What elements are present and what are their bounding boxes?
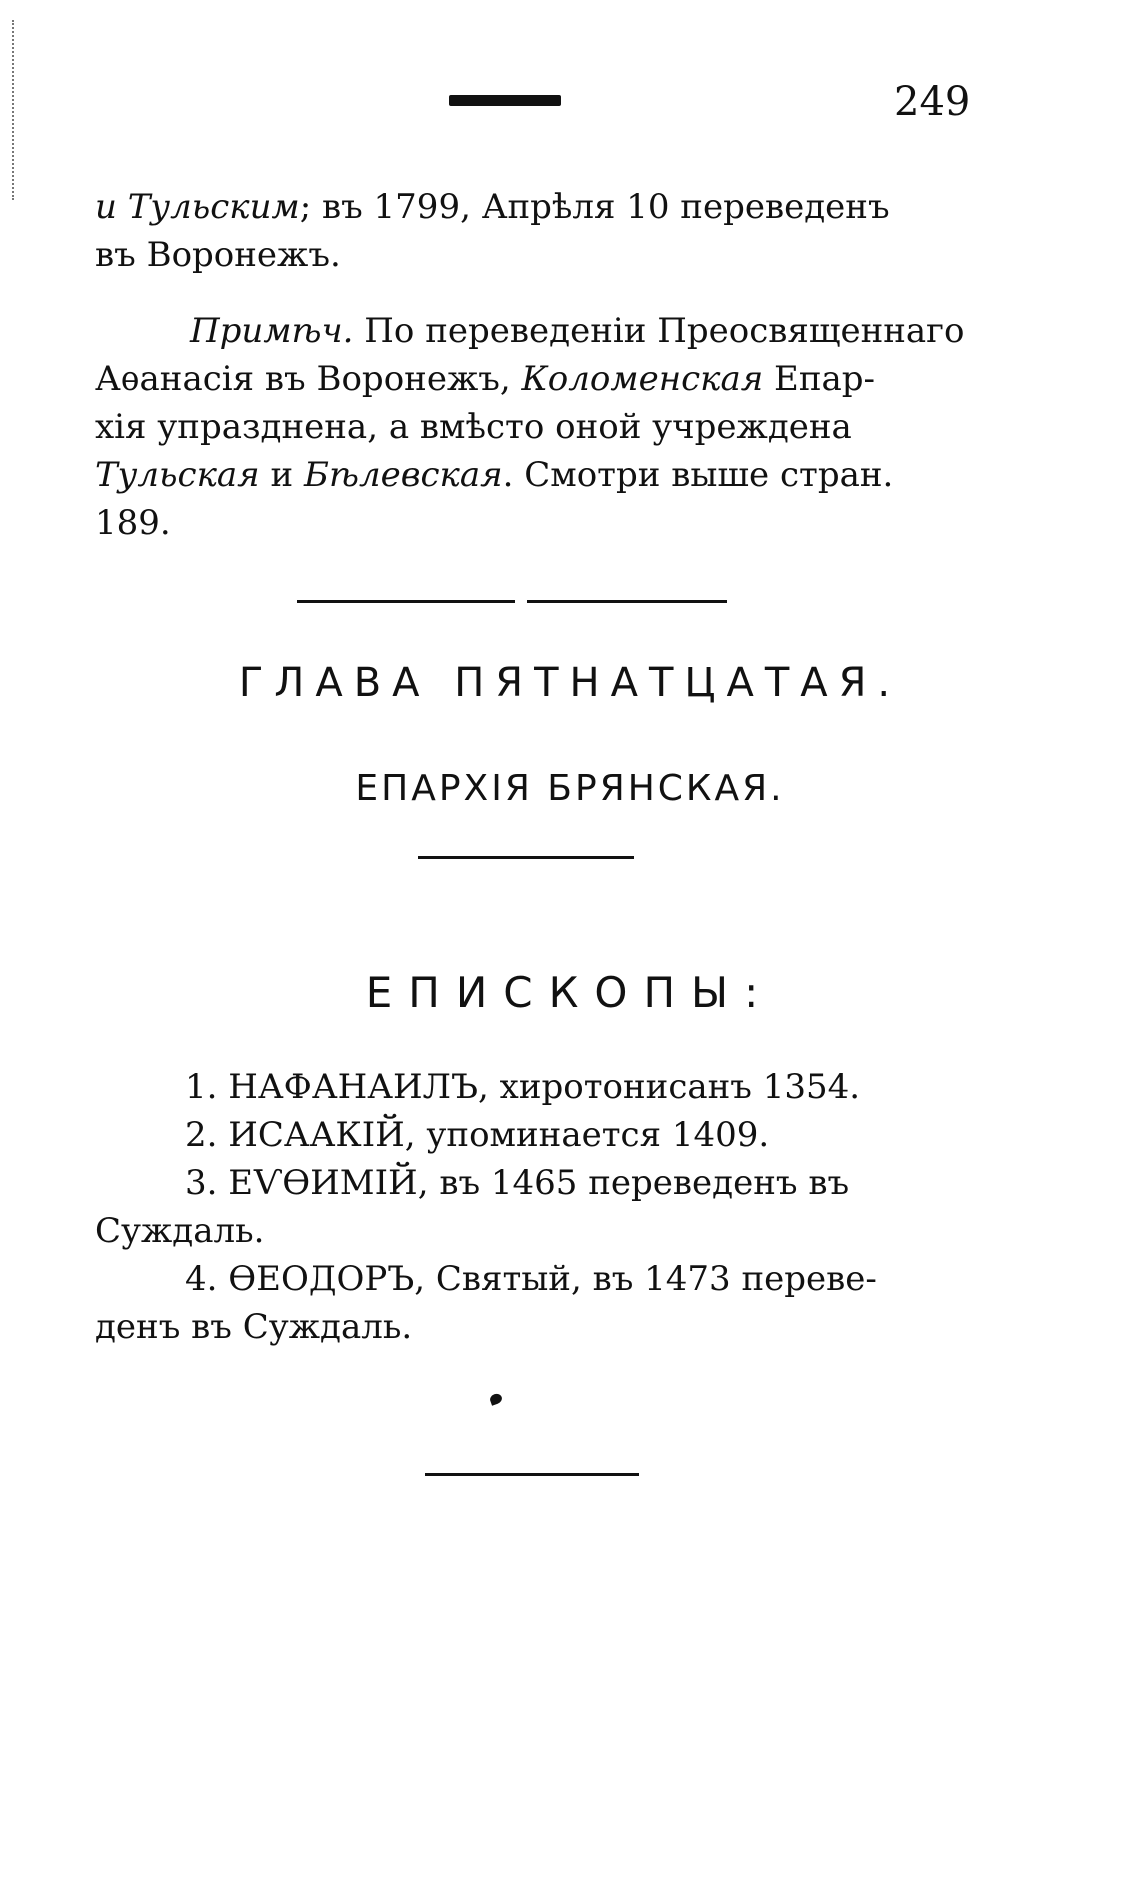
note-line-4-italic-a: Тульская: [95, 455, 260, 495]
bishop-line: 3. ЕѴѲИМІЙ, въ 1465 переведенъ въ: [185, 1163, 850, 1203]
note-line-4: [95, 451, 973, 499]
list-item: [95, 1159, 975, 1255]
bishop-line: 1. НАФАНАИЛЪ, хиротонисанъ 1354.: [185, 1067, 861, 1107]
bishop-list: [95, 1063, 975, 1351]
bishop-line-continuation: денъ въ Суждаль.: [95, 1307, 413, 1347]
intro-italic-phrase: и Тульским: [95, 187, 300, 227]
intro-paragraph: [95, 183, 973, 279]
header-rule: [449, 95, 561, 106]
note-line-2-a: Аѳанасія въ Воронежъ,: [95, 359, 522, 399]
ornament-mark: [489, 1392, 504, 1406]
note-line-4-italic-b: Бѣлевская: [303, 455, 503, 495]
diocese-title: ЕПАРХІЯ БРЯНСКАЯ.: [355, 768, 785, 809]
intro-line-1-text: ; въ 1799, Апрѣля 10 переведенъ: [299, 187, 890, 227]
note-paragraph: [95, 307, 973, 547]
list-item: [95, 1255, 975, 1351]
note-line-4-rest: . Смотри выше стран.: [502, 455, 894, 495]
note-line-5: 189.: [95, 503, 171, 543]
bishop-line: 2. ИСААКІЙ, упоминается 1409.: [185, 1115, 770, 1155]
intro-line-1: [95, 183, 973, 231]
chapter-title: ГЛАВА ПЯТНАТЦАТАЯ.: [238, 660, 902, 706]
page-number: 249: [894, 79, 971, 125]
note-line-1-text: По переведеніи Преосвященнаго: [353, 311, 965, 351]
list-item: [95, 1111, 975, 1159]
bishop-line-continuation: Суждаль.: [95, 1211, 265, 1251]
note-line-2-italic: Коломенская: [521, 359, 764, 399]
note-line-1: [95, 307, 973, 355]
page-edge-shadow: [12, 20, 14, 200]
note-label: Примѣч.: [190, 311, 354, 351]
section-divider-right: [527, 600, 727, 603]
intro-line-2: въ Воронежъ.: [95, 235, 341, 275]
section-divider-left: [297, 600, 515, 603]
note-line-2-b: Епар-: [763, 359, 876, 399]
bishop-line: 4. ѲЕОДОРЪ, Святый, въ 1473 переве-: [185, 1259, 877, 1299]
title-divider: [418, 856, 634, 859]
note-line-4-mid: и: [259, 455, 304, 495]
note-line-2: [95, 355, 973, 403]
end-divider: [425, 1473, 639, 1476]
note-line-3: хія упразднена, а вмѣсто оной учреждена: [95, 407, 852, 447]
list-item: [95, 1063, 975, 1111]
bishops-heading: ЕПИСКОПЫ:: [365, 968, 775, 1017]
